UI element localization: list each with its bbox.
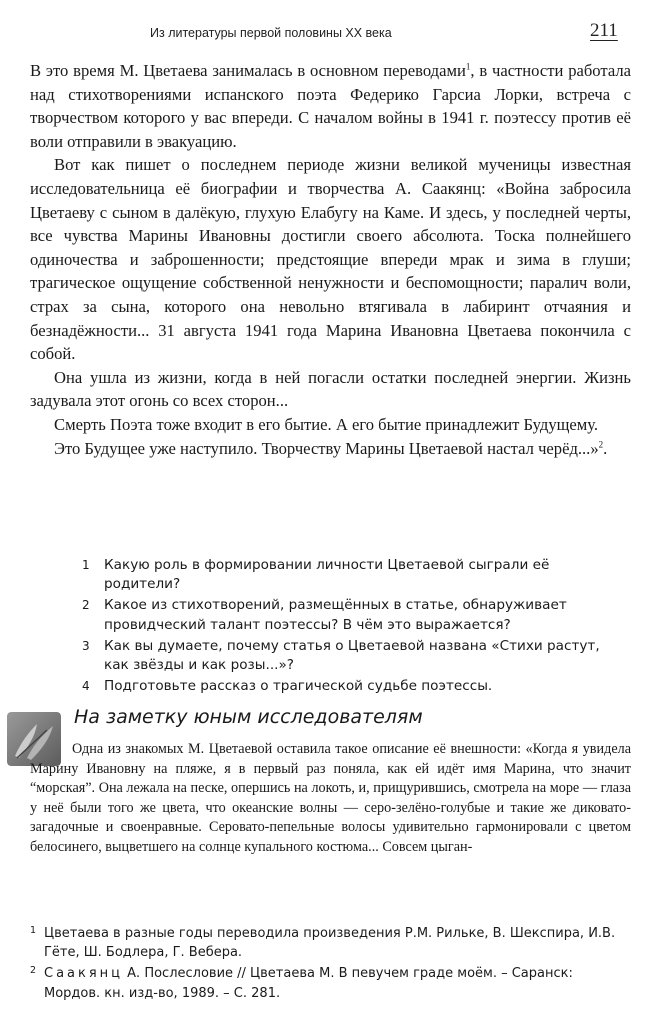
page-header: [0, 20, 665, 50]
questions-list: [82, 556, 627, 698]
footnote-text: Цветаева в разные годы переводила произведения Р.М. Рильке, В. Шекспира, И.В. Гёте, Ш. Бодлера, Г. Вебера.: [44, 926, 616, 961]
footnotes: [30, 924, 631, 1005]
question-text: Какую роль в формировании личности Цветаевой сыграли её родители?: [104, 557, 550, 593]
question-item: [82, 596, 627, 634]
footnote-author: Саакянц: [44, 966, 124, 982]
question-text: Какое из стихотворений, размещённых в статье, обнаруживает провидческий талант поэтессы? В чём это выражается?: [104, 597, 567, 633]
note-paragraph: Одна из знакомых М. Цветаевой оставила такое описание её внешности: «Когда я увидела Марину Ивановну на пляже, я в первый раз поняла, как ей идёт имя Марина, что значит “морская”. Она лежала на песке, опершись на локоть, и, прищурившись, смотрела на море — глаза у неё были того же цвета, что океанские волны — серо-зелёно-голубые и такие же диковато-загадочные и своенравные. Серовато-пепельные волосы удивительно гармонировали с цветом белосинего, выцветшего на солнце купального костюма... Совсем цыган-: [30, 741, 631, 855]
running-title: Из литературы первой половины XX века: [150, 26, 392, 40]
question-number: 2: [82, 598, 90, 613]
paragraph-3: Она ушла из жизни, когда в ней погасли остатки последней энергии. Жизнь задувала этот огонь со всех сторон...: [30, 367, 631, 411]
question-item: [82, 677, 627, 696]
footnote-1: [30, 924, 631, 962]
footnote-ref-2[interactable]: 2: [598, 438, 604, 449]
footnote-mark: 2: [30, 965, 37, 977]
paragraph-5: Это Будущее уже наступило. Творчеству Марины Цветаевой настал черёд...»$^2$.: [54, 438, 608, 458]
main-text: [30, 59, 631, 460]
question-number: 1: [82, 558, 90, 572]
footnote-mark: 1: [30, 925, 37, 936]
question-item: [82, 556, 627, 594]
paragraph-4: Смерть Поэта тоже входит в его бытие. А его бытие принадлежит Будущему.: [54, 414, 599, 434]
question-text: Как вы думаете, почему статья о Цветаевой названа «Стихи растут, как звёзды и как розы...»?: [104, 637, 600, 674]
question-text: Подготовьте рассказ о трагической судьбе поэтессы.: [104, 678, 493, 695]
note-body: [30, 740, 631, 858]
question-number: 3: [82, 638, 90, 653]
paragraph-2: Вот как пишет о последнем периоде жизни великой мученицы известная исследовательница её биографии и творчества А. Саакянц: «Война забросила Цветаеву с сыном в далёкую, глухую Елабугу на Каме. И здесь, у последней черты, все чувства Марины Ивановны достигли своего абсолюта. Тоска полнейшего одиночества и заброшенности; предстоящие впереди мрак и зима в глуши; трагическое ощущение собственной ненужности и беспомощности; паралич воли, страх за сына, которого она невольно втягивала в лабиринт отчаяния и безнадёжности... 31 августа 1941 года Марина Ивановна Цветаева покончила с собой.: [30, 155, 631, 364]
paragraph-1: В это время М. Цветаева занималась в основном переводами$^1$, в частности работала над стихотворениями испанского поэта Федерико Гарсиа Лорки, встреча с творчеством которого у вас впереди. С началом войны в 1941 г. поэтессу против её воли отправили в эвакуацию.: [30, 61, 631, 151]
note-title: На заметку юным исследователям: [74, 706, 423, 728]
question-number: 4: [82, 679, 90, 694]
page-number: 211: [590, 20, 618, 41]
footnote-2: [30, 964, 631, 1002]
footnote-ref-1[interactable]: 1: [465, 61, 471, 72]
footnote-text: Саакянц А. Послесловие // Цветаева М. В певучем граде моём. – Саранск: Мордов. кн. изд-во, 1989. – С. 281.: [44, 966, 573, 1001]
question-item: [82, 637, 627, 675]
